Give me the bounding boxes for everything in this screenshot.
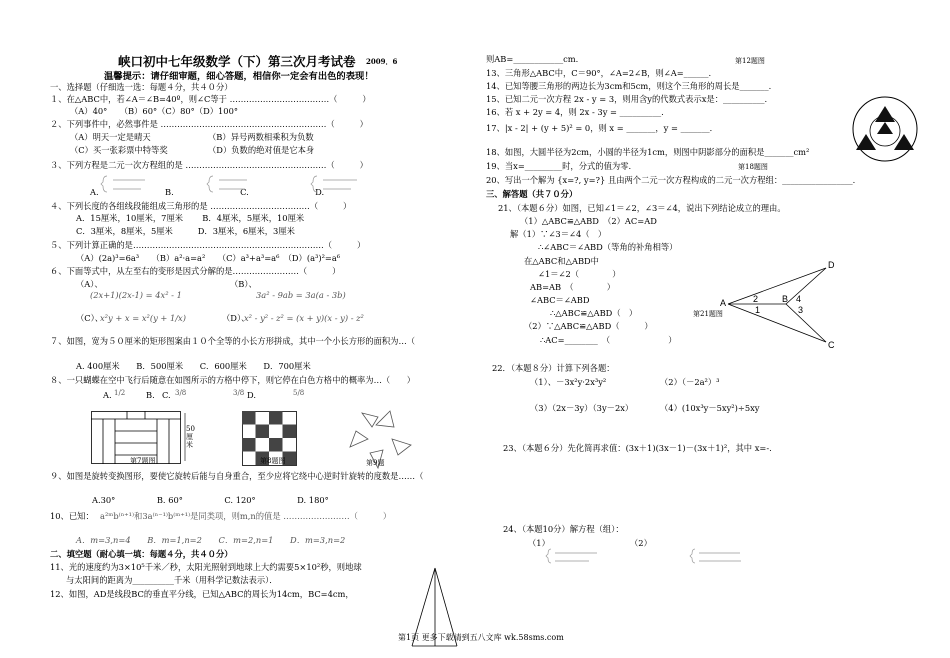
question-21-step-5: AB=AB （ ）	[530, 282, 616, 292]
question-2-option-a: （A）明天一定是晴天	[70, 132, 151, 142]
question-8-option-a: A.	[103, 390, 112, 400]
question-15: 15、已知二元一次方程 2x - y = 3，则用含y的代数式表示x是：__________.	[486, 94, 768, 104]
question-2-option-b: （B）异号两数相乘积为负数	[208, 132, 314, 142]
question-6-option-b-expression: 3a² - 9ab = 3a(a - 3b)	[256, 290, 346, 300]
question-9: ９、如图是旋转变换图形，要使它旋转后能与自身重合，至少应将它绕中心逆时针旋转的度数是……（	[50, 471, 424, 481]
exam-date: 2009．6	[366, 57, 398, 66]
question-9-options: A.30° B. 60° C. 120° D. 180°	[92, 495, 329, 505]
question-21-step-9: ∴AC=________ （ ）	[540, 335, 677, 345]
question-21-step-1: 解（1）∵∠3＝∠4（ ）	[510, 229, 607, 239]
question-21-step-4: ∠1＝∠2（ ）	[538, 269, 621, 279]
section-3-title: 三、解答题（共７０分）	[486, 189, 578, 199]
question-4: ４、下列长度的各组线段能组成三角形的是 ………………………………（ ）	[50, 201, 352, 211]
question-2-option-c: （C）买一张彩票中特等奖	[70, 145, 168, 155]
question-11-line-1: 11、光的速度约为3×10⁵千米／秒，太阳光照射到地球上大约需要5×10²秒，则地球	[50, 562, 362, 572]
question-12: 12、如图，AD是线段BC的垂直平分线，已知△ABC的周长为14cm，BC=4cm，	[50, 589, 354, 599]
question-21-step-3: 在△ABC和△ABD中	[524, 256, 599, 266]
question-19: 19、当x=_________时，分式的值为零.	[486, 161, 632, 171]
figure-7-width-label: 50厘米	[186, 425, 195, 449]
question-6-option-d: （D）、	[222, 313, 250, 323]
question-22-part-1: （1）、－3x²y·2x³y²	[530, 377, 607, 387]
figure-21-label-angle-3: 3	[798, 305, 804, 315]
figure-21-label-c: C	[828, 340, 835, 350]
question-21-step-2: ∴∠ABC＝∠ABD（等角的补角相等）	[538, 242, 678, 252]
section-2-title: 二、填空题（耐心填一填：每题４分，共４０分）	[50, 549, 233, 559]
figure-18	[850, 94, 920, 164]
question-8-option-b: B.	[146, 390, 155, 400]
question-2: ２、下列事件中，必然事件是 ……………………………………………………（ ）	[50, 119, 368, 129]
question-14: 14、已知等腰三角形的两边长为3cm和5cm，则这个三角形的周长是_______.	[486, 81, 772, 91]
question-8-option-d: D.	[247, 390, 256, 400]
question-6-option-d-expression: x² - y² - z² = (x + y)(x - y) - z²	[244, 313, 364, 323]
question-1-options: （A）40° （B）60°（C）80°（D）100°	[70, 106, 239, 116]
question-16: 16、若 x + 2y = 4，则 2x - 3y = __________.	[486, 107, 664, 117]
figure-21	[720, 262, 840, 352]
question-8-fraction-d: 5/8	[293, 389, 305, 397]
question-22: 22．（本题８分）计算下列各题：	[492, 363, 615, 373]
question-20: 20、写出一个解为 {x=?, y=?} 且由两个二元一次方程构成的二元一次方程组：_________________.	[486, 175, 856, 185]
question-6-option-c-expression: x²y + x = x²(y + 1/x)	[100, 313, 186, 323]
figure-7-caption: 第7题图	[130, 457, 156, 465]
question-8-fraction-b: 3/8	[233, 389, 245, 397]
question-13: 13、三角形△ABC中，C＝90°，∠A=2∠B，则∠A=______.	[486, 68, 712, 78]
question-23: 23、（本题６分）先化简再求值：(3x＋1)(3x－1)－(3x＋1)²，其中 x=-.	[503, 443, 772, 453]
question-22-part-3: （3）（2x－3y）（3y－2x）	[530, 403, 634, 413]
question-6-option-a: （A）、	[76, 279, 103, 289]
question-7: ７、如图，宽为５０厘米的矩形图案由１０个全等的小长方形拼成，其中一个小长方形的面积为…（	[50, 336, 416, 346]
question-21-step-6: ∠ABC＝∠ABD	[530, 295, 590, 305]
figure-21-label-a: A	[720, 298, 727, 308]
question-6-option-a-expression: (2x+1)(2x-1) = 4x² - 1	[90, 290, 182, 300]
question-10-expression: a²ᵐb⁽ⁿ⁺¹⁾和3a⁽ⁿ⁻¹⁾b⁽ᵐ⁺¹⁾是同类项，则m,n的值是 ……………………（ ）	[100, 511, 392, 521]
question-18: 18、如图，大圆半径为2cm，小圆的半径为1cm，则图中阴影部分的面积是_______cm²	[486, 147, 810, 157]
question-7-options: A. 400厘米 B．500厘米 C．600厘米 D．700厘米	[76, 361, 311, 371]
question-24: 24、（本题10分）解方程（组）：	[503, 524, 624, 534]
figure-21-label-d: D	[828, 260, 835, 270]
question-24-part-1: （1）	[528, 538, 550, 548]
question-21-step-8: （2）∵△ABC≌△ABD（ ）	[524, 321, 653, 331]
question-4-options-cd: C．3厘米，8厘米，5厘米 D．3厘米，6厘米，3厘米	[76, 226, 295, 236]
question-6: ６、下面等式中，从左至右的变形是因式分解的是……………………（ ）	[50, 266, 341, 276]
question-21-claims: （1）△ABC≌△ABD （2）AC=AD	[520, 216, 657, 226]
question-8-fraction-a: 1/2	[114, 389, 126, 397]
figure-21-caption: 第21题图	[693, 310, 723, 318]
question-4-options-ab: A．15厘米，10厘米，7厘米 B．4厘米，5厘米，10厘米	[76, 213, 305, 223]
figure-21-label-b: B	[782, 294, 789, 304]
question-6-option-b: （B）、	[230, 279, 257, 289]
question-8-fraction-c: 3/8	[175, 389, 187, 397]
question-8-option-c: C.	[162, 390, 171, 400]
question-24-part-2: （2）	[630, 538, 652, 548]
question-10: 10、已知：	[50, 511, 94, 521]
question-22-part-4: （4）(10x³y－5xy²)÷5xy	[660, 403, 760, 413]
question-24-equation-images	[545, 548, 745, 568]
figure-21-label-angle-1: 1	[755, 305, 761, 315]
question-2-option-d: （D）负数的绝对值是它本身	[208, 145, 315, 155]
question-5: ５、下列计算正确的是……………………………………………………………（ ）	[50, 240, 366, 250]
question-17: 17、|x - 2| + (y + 5)² = 0，则 x = _______，y = _______．	[486, 123, 718, 133]
page-footer: 第1页 更多下载请到五八文库 wk.58sms.com	[398, 633, 564, 642]
page-title: 峡口初中七年级数学（下）第三次月考试卷	[118, 54, 356, 69]
question-21-step-7: ∴△ABC≌△ABD（ ）	[550, 308, 638, 318]
question-3: ３、下列方程是二元一次方程组的是 ……………………………………………（ ）	[50, 160, 368, 170]
figure-21-label-angle-4: 4	[796, 294, 802, 304]
question-11-line-2: 与太阳间的距离为__________千米（用科学记数法表示）．	[66, 575, 278, 585]
figure-12-caption: 第12题图	[735, 57, 765, 65]
question-22-part-2: （2）（－2a²）³	[660, 377, 720, 387]
question-21: 21、（本题６分）如图，已知∠1＝∠2，∠3＝∠4，说出下列结论成立的理由。	[498, 203, 786, 213]
question-6-option-c: （C）、	[76, 313, 104, 323]
question-8: ８、一只蝴蝶在空中飞行后随意在如图所示的方格中停下，则它停在白色方格中的概率为…（ ）	[50, 375, 416, 385]
question-3-options: A. B. C. D.	[90, 187, 325, 197]
figure-21-label-angle-2: 2	[753, 294, 759, 304]
question-3-equation-images	[95, 174, 395, 198]
section-1-title: 一、选择题（仔细选一选：每题４分，共４０分）	[50, 82, 233, 92]
figure-9-caption: 第9题	[366, 459, 385, 467]
question-10-options: A．m=3,n=4 B．m=1,n=2 C．m=2,n=1 D．m=3,n=2	[76, 535, 346, 545]
figure-18-caption: 第18题图	[738, 163, 768, 171]
warm-tip: 温馨提示：请仔细审题，细心答题，相信你一定会有出色的表现！	[104, 71, 374, 82]
question-5-options: （A）(2a)³=6a³ （B）a²·a=a² （C）a³+a³=a⁶ （D）(a³)²=a⁶	[76, 253, 341, 263]
question-12-answer: 则AB=____________cm.	[486, 54, 579, 64]
question-1: １、在△ABC中，若∠A＝∠B=40º，则∠C等于 ………………………………（ ）	[50, 94, 371, 104]
figure-8-caption: 第8题图	[260, 457, 286, 465]
